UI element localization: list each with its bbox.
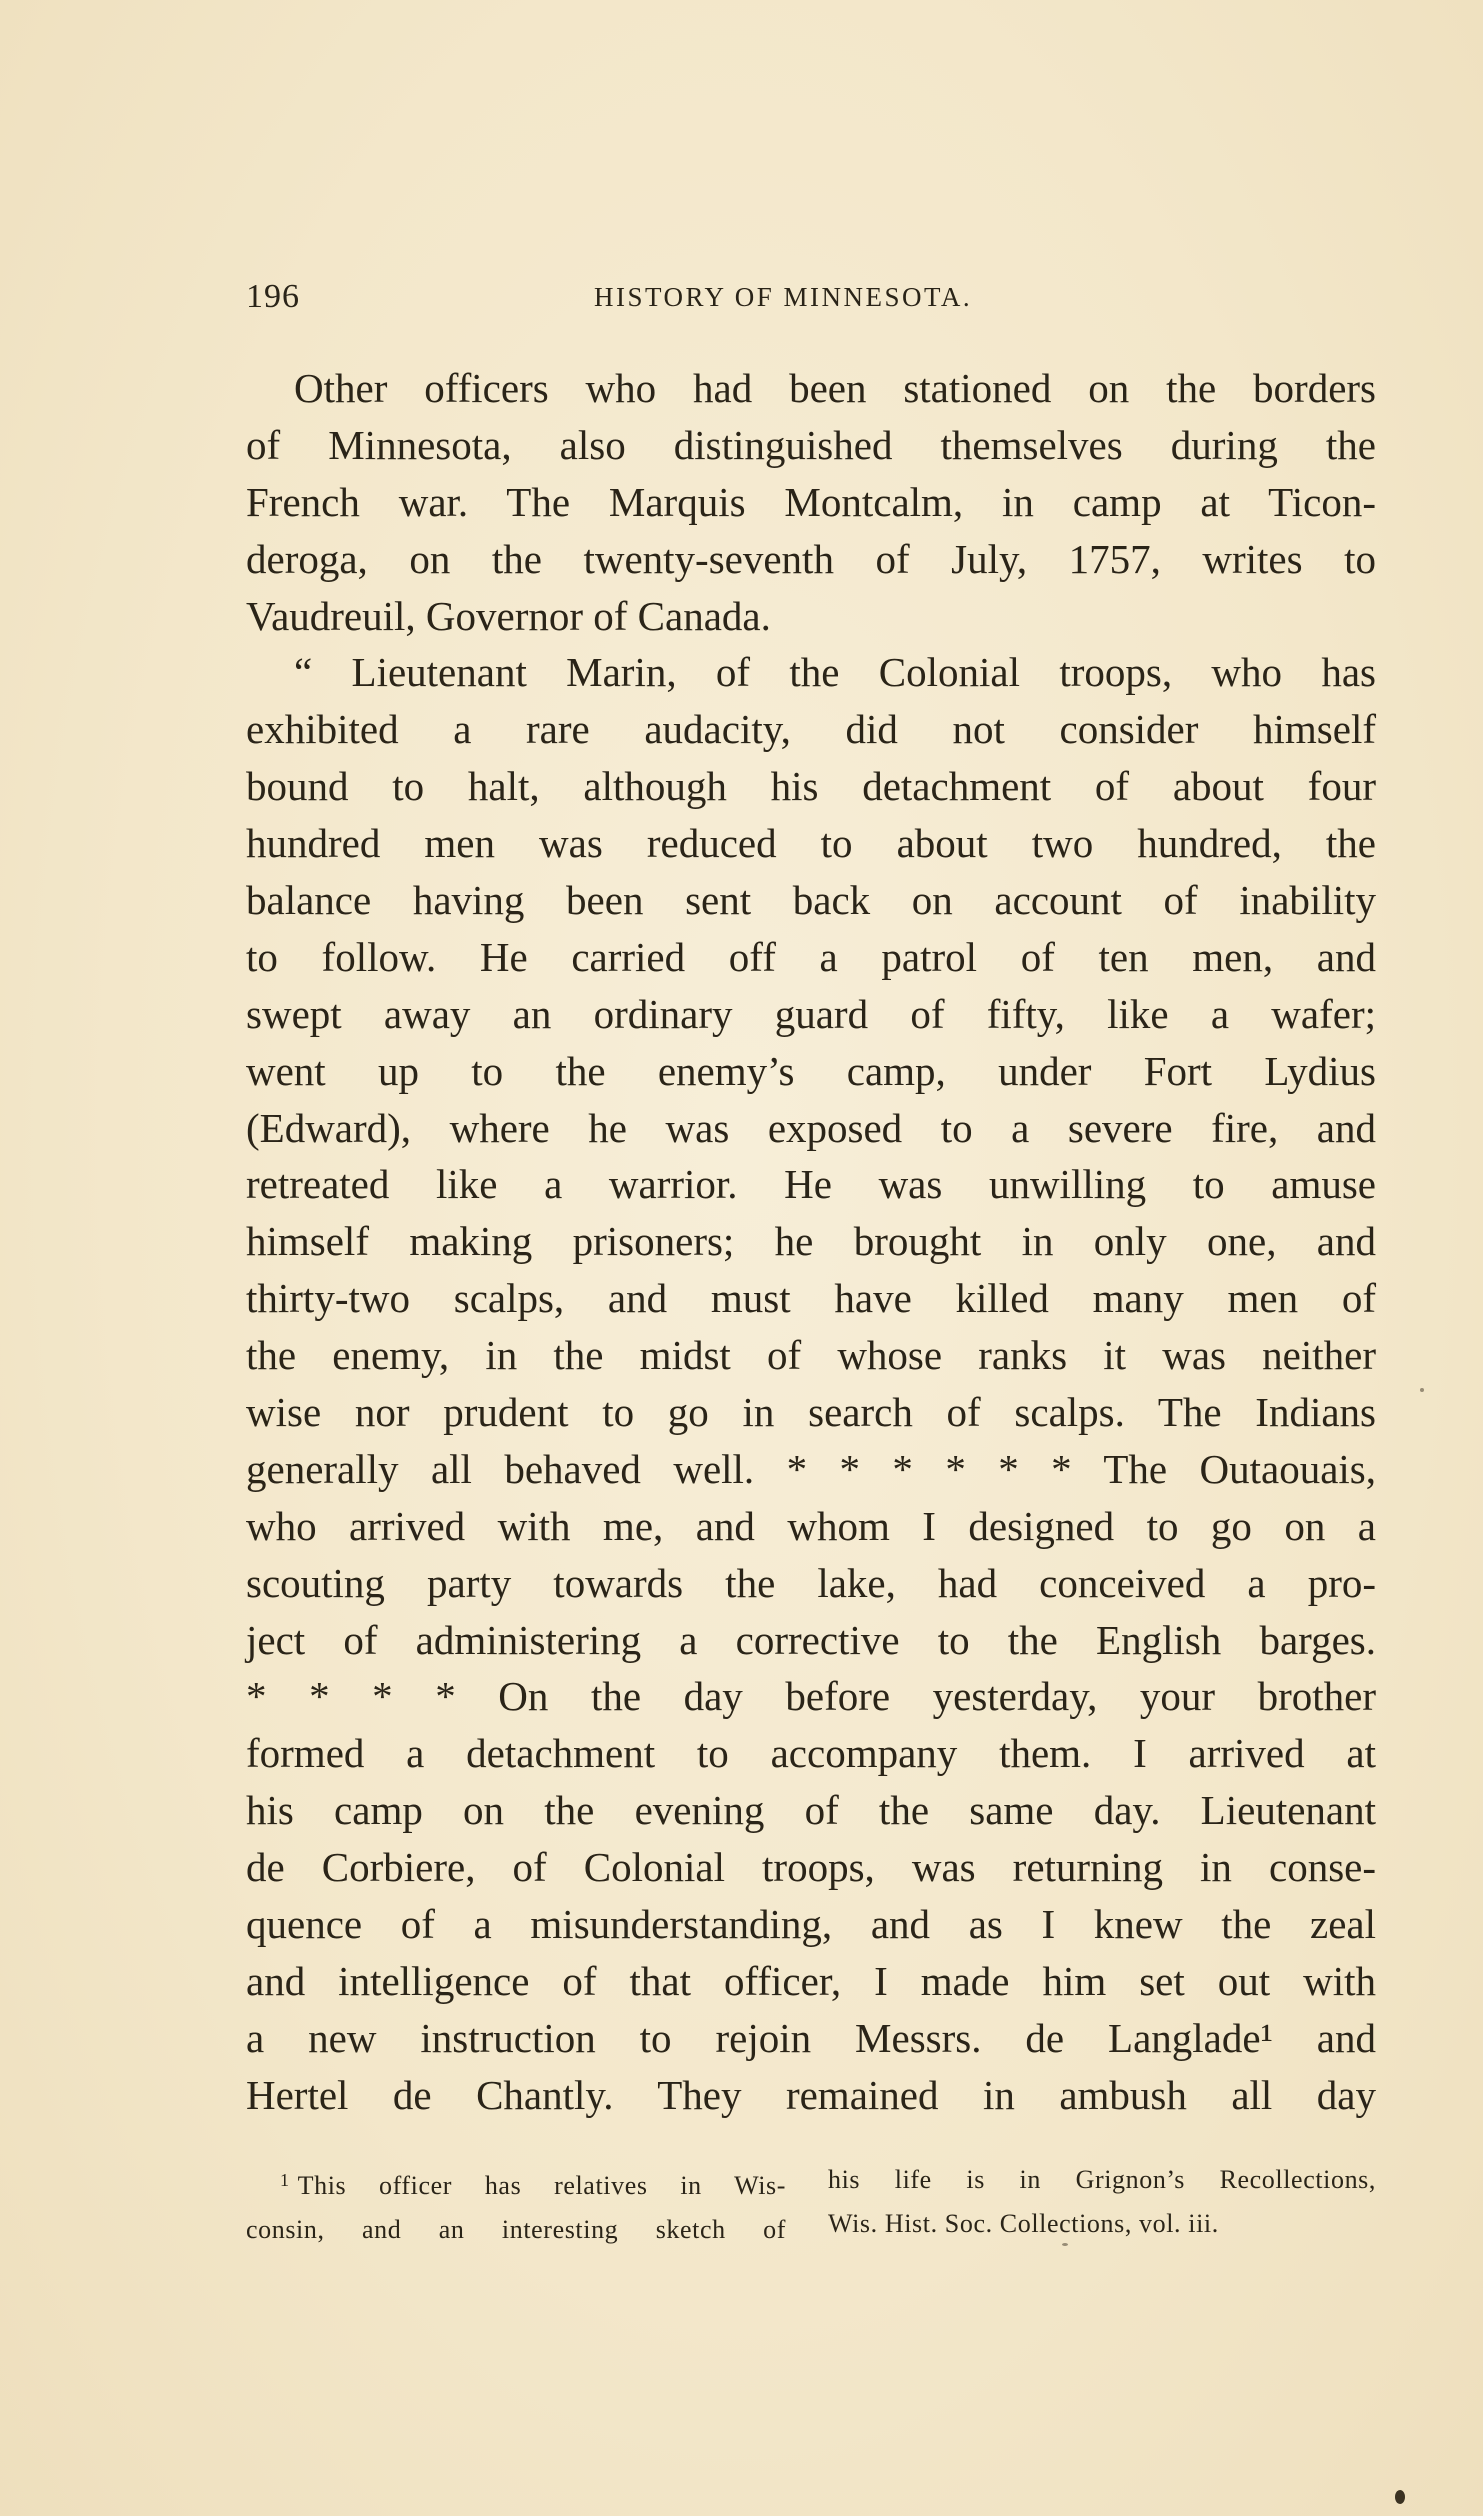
- text-line: scouting party towards the lake, had conceived a pro-: [246, 1559, 1376, 1606]
- body-text: [246, 360, 1376, 2124]
- text-line: Other officers who had been stationed on the borders: [294, 365, 1376, 411]
- text-line: ject of administering a corrective to the English barges.: [246, 1616, 1376, 1663]
- footnote-marker: 1: [280, 2170, 290, 2190]
- text-line: a new instruction to rejoin Messrs. de Langlade¹ and: [246, 2014, 1376, 2061]
- page-header: [246, 278, 1246, 322]
- text-line: wise nor prudent to go in search of scalps. The Indians: [246, 1389, 1376, 1436]
- footnote-line: his life is in Grignon’s Recollections,: [828, 2165, 1376, 2194]
- text-line: swept away an ordinary guard of fifty, like a wafer;: [246, 990, 1376, 1037]
- text-line: French war. The Marquis Montcalm, in camp at Ticon-: [246, 478, 1376, 525]
- text-line: formed a detachment to accompany them. I arrived at: [246, 1730, 1376, 1777]
- text-line: who arrived with me, and whom I designed to go on a: [246, 1502, 1376, 1549]
- text-line: went up to the enemy’s camp, under Fort Lydius: [246, 1047, 1376, 1094]
- text-line: * * * * On the day before yesterday, your brother: [246, 1673, 1376, 1720]
- footnote-column-left: [246, 2158, 786, 2252]
- text-line: Hertel de Chantly. They remained in ambush all day: [246, 2071, 1376, 2118]
- text-line: himself making prisoners; he brought in only one, and: [246, 1218, 1376, 1265]
- footnote-line: consin, and an interesting sketch of: [246, 2215, 786, 2244]
- text-line: deroga, on the twenty-seventh of July, 1757, writes to: [246, 535, 1376, 582]
- text-line: (Edward), where he was exposed to a severe fire, and: [246, 1104, 1376, 1151]
- text-line: and intelligence of that officer, I made him set out with: [246, 1957, 1376, 2004]
- text-line: of Minnesota, also distinguished themselves during the: [246, 421, 1376, 468]
- text-line: “ Lieutenant Marin, of the Colonial troops, who has: [294, 649, 1376, 696]
- text-line: bound to halt, although his detachment of about four: [246, 763, 1376, 810]
- text-line: his camp on the evening of the same day. Lieutenant: [246, 1787, 1376, 1834]
- text-line: the enemy, in the midst of whose ranks it was neither: [246, 1332, 1376, 1379]
- footnote-line: [246, 2158, 786, 2208]
- text-line: retreated like a warrior. He was unwilling to amuse: [246, 1161, 1376, 1208]
- footnote-line: Wis. Hist. Soc. Collections, vol. iii.: [828, 2209, 1219, 2238]
- text-line: thirty-two scalps, and must have killed many men of: [246, 1275, 1376, 1322]
- ink-speck: [1395, 2490, 1405, 2504]
- running-title: HISTORY OF MINNESOTA.: [594, 282, 973, 312]
- footnote-column-right: [828, 2158, 1376, 2246]
- footnote-text: This officer has relatives in Wis-: [297, 2171, 786, 2200]
- page-number: 196: [246, 278, 300, 315]
- ink-speck: [1420, 1388, 1424, 1392]
- text-line: exhibited a rare audacity, did not consider himself: [246, 706, 1376, 753]
- text-line: quence of a misunderstanding, and as I knew the zeal: [246, 1901, 1376, 1948]
- text-line: de Corbiere, of Colonial troops, was returning in conse-: [246, 1844, 1376, 1891]
- text-line: hundred men was reduced to about two hundred, the: [246, 820, 1376, 867]
- text-line: generally all behaved well. * * * * * * The Outaouais,: [246, 1445, 1376, 1492]
- text-line: Vaudreuil, Governor of Canada.: [246, 592, 771, 639]
- text-line: balance having been sent back on account of inability: [246, 877, 1376, 924]
- ink-speck: [1062, 2243, 1068, 2246]
- text-line: to follow. He carried off a patrol of ten men, and: [246, 933, 1376, 980]
